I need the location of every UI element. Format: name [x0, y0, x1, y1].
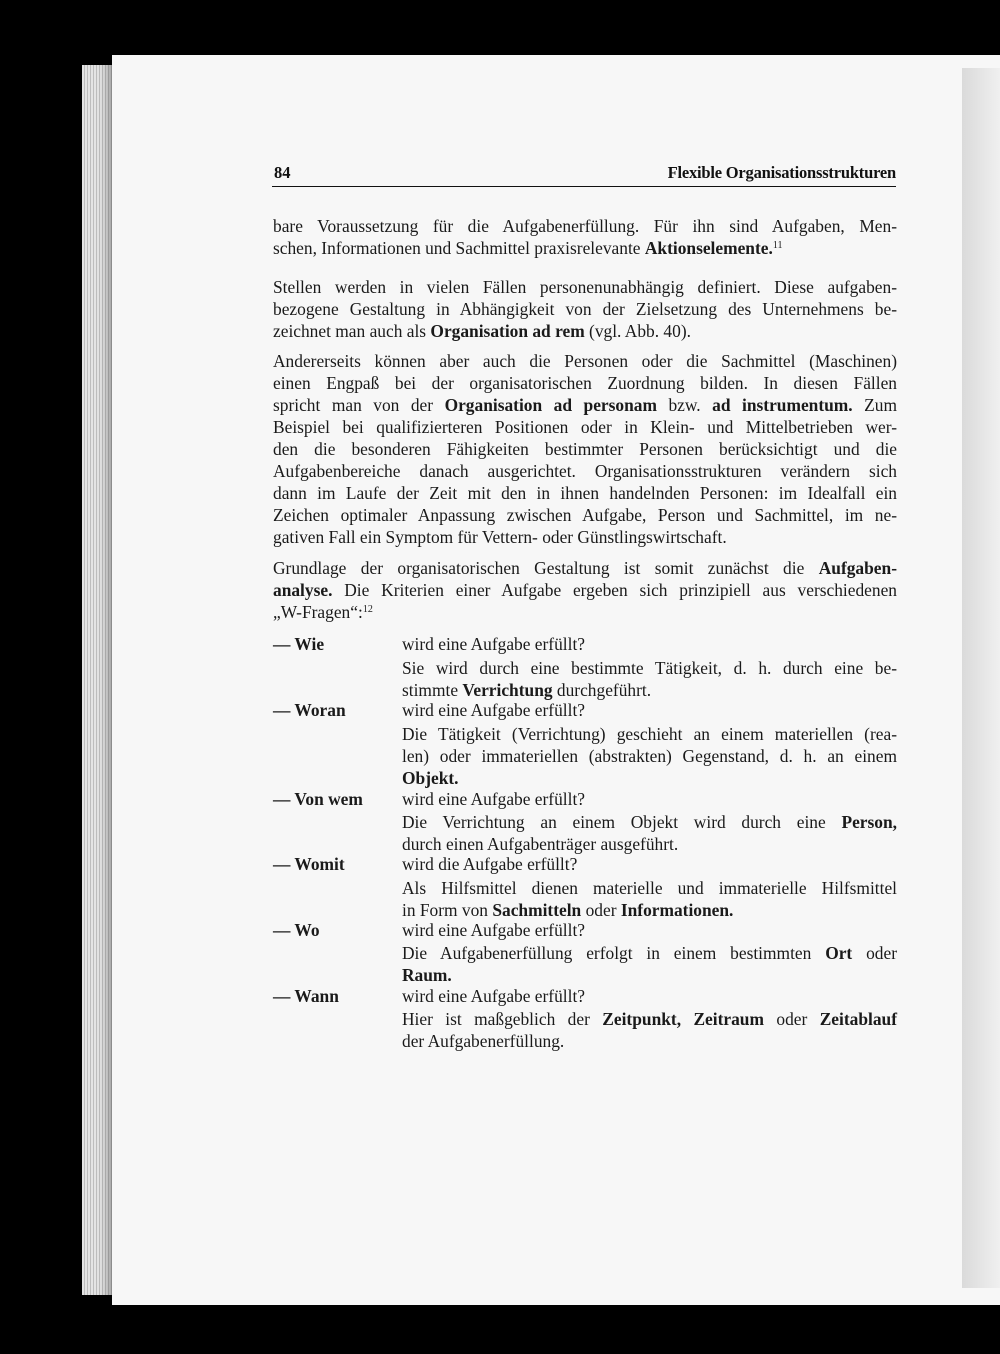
explanation-line: Hier ist maßgeblich der Zeitpunkt, Zeitraum oder Zeitablauf [402, 1009, 897, 1029]
term-aufgabenanalyse: Aufgaben- [818, 558, 897, 578]
explanation-line: Die Verrichtung an einem Objekt wird durch eine Person, [402, 812, 897, 832]
text-line: bare Voraussetzung für die Aufgabenerfüllung. Für ihn sind Aufgaben, Men- [273, 216, 897, 236]
text-line: dann im Laufe der Zeit mit den in ihnen handelnden Personen: im Idealfall ein [273, 483, 897, 503]
text-line: Grundlage der organisatorischen Gestaltung ist somit zunächst die Aufgaben- [273, 558, 897, 578]
text-line: bezogene Gestaltung in Abhängigkeit von der Zielsetzung des Unternehmens be- [273, 299, 897, 319]
text-line: Andererseits können aber auch die Personen oder die Sachmittel (Maschinen) [273, 351, 897, 371]
explanation-line: der Aufgabenerfüllung. [402, 1031, 565, 1051]
text-line: spricht man von der Organisation ad personam bzw. ad instrumentum. Zum [273, 395, 897, 415]
w-question: wird eine Aufgabe erfüllt? [402, 634, 586, 654]
w-question: wird eine Aufgabe erfüllt? [402, 789, 586, 809]
list-item [273, 920, 897, 942]
explanation-line: len) oder immateriellen (abstrakten) Gegenstand, d. h. an einem [402, 746, 897, 766]
w-term: — Woran [273, 700, 346, 720]
term-aktionselemente: Aktionselemente. [644, 238, 773, 258]
w-question: wird eine Aufgabe erfüllt? [402, 920, 586, 940]
explanation-line: Die Aufgabenerfüllung erfolgt in einem bestimmten Ort oder [402, 943, 898, 963]
text-line: Aufgabenbereiche danach ausgerichtet. Organisationsstrukturen verändern sich [273, 461, 897, 481]
w-question: wird die Aufgabe erfüllt? [402, 854, 578, 874]
explanation-line: stimmte Verrichtung durchgeführt. [402, 680, 652, 700]
list-item [273, 634, 897, 656]
text-line: „W-Fragen“:$^{12}$ [273, 602, 373, 622]
list-item [273, 700, 897, 722]
facing-page-edge [962, 68, 1000, 1288]
explanation-line: Sie wird durch eine bestimmte Tätigkeit, d. h. durch eine be- [402, 658, 897, 678]
list-item [273, 854, 897, 876]
chapter-title: Flexible Organisationsstrukturen [667, 163, 896, 182]
w-term: — Von wem [273, 789, 363, 809]
term-organisation-ad-personam: Organisation ad personam [444, 395, 657, 415]
text-line: den die besonderen Fähigkeiten bestimmter Personen berücksichtigt und die [273, 439, 897, 459]
w-question: wird eine Aufgabe erfüllt? [402, 986, 586, 1006]
list-item [273, 986, 897, 1008]
running-header [272, 162, 896, 187]
footnote-ref: 11 [772, 240, 783, 251]
explanation-line: durch einen Aufgabenträger ausgeführt. [402, 834, 679, 854]
explanation-line: Als Hilfsmittel dienen materielle und immaterielle Hilfsmittel [402, 878, 897, 898]
text-line: Zeichen optimaler Anpassung zwischen Aufgabe, Person und Sachmittel, im ne- [273, 505, 897, 525]
term-organisation-ad-rem: Organisation ad rem [430, 321, 585, 341]
w-term: — Wann [273, 986, 339, 1006]
text-line: schen, Informationen und Sachmittel praxisrelevante Aktionselemente.$^{11}$ [273, 238, 783, 258]
text-line: Beispiel bei qualifizierteren Positionen oder in Klein- und Mittelbetrieben wer- [273, 417, 897, 437]
text-line: Stellen werden in vielen Fällen personenunabhängig definiert. Diese aufgaben- [273, 277, 897, 297]
page-number: 84 [274, 163, 291, 182]
explanation-line: Objekt. [402, 768, 459, 788]
text-line: einen Engpaß bei der organisatorischen Zuordnung bilden. In diesen Fällen [273, 373, 897, 393]
text-line: zeichnet man auch als Organisation ad rem (vgl. Abb. 40). [273, 321, 691, 341]
explanation-line: in Form von Sachmitteln oder Informationen. [402, 900, 734, 920]
w-term: — Womit [273, 854, 345, 874]
footnote-ref: 12 [362, 604, 373, 615]
term-ad-instrumentum: ad instrumentum. [712, 395, 853, 415]
w-term: — Wo [273, 920, 320, 940]
list-item [273, 789, 897, 811]
text-line: analyse. Die Kriterien einer Aufgabe ergeben sich prinzipiell aus verschiedenen [273, 580, 897, 600]
explanation-line: Die Tätigkeit (Verrichtung) geschieht an einem materiellen (rea- [402, 724, 897, 744]
text-line: gativen Fall ein Symptom für Vettern- oder Günstlingswirtschaft. [273, 527, 727, 547]
w-question: wird eine Aufgabe erfüllt? [402, 700, 586, 720]
explanation-line: Raum. [402, 965, 452, 985]
w-term: — Wie [273, 634, 325, 654]
